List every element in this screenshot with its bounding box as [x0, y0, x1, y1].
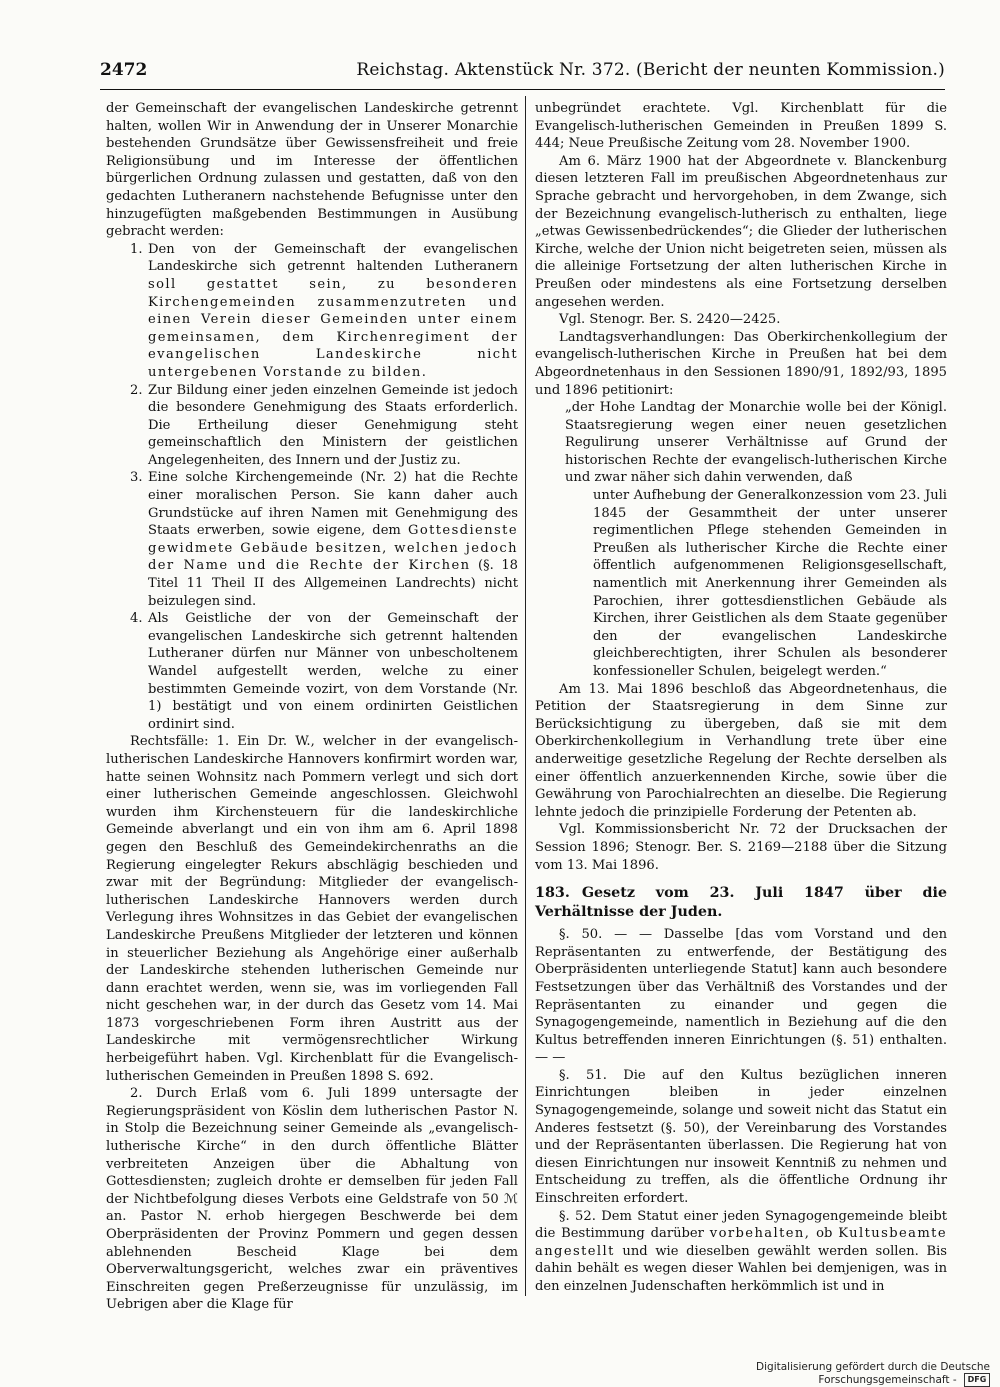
header-rule	[100, 89, 945, 90]
paragraph	[535, 1208, 947, 1296]
list-item-1	[106, 241, 518, 382]
dfg-logo-icon: DFG	[964, 1373, 990, 1387]
paragraph: §. 51. Die auf den Kultus bezüglichen inneren Einrichtungen bleiben in jeder einzelnen Synagogengemeinde, solange und soweit nicht das Statut ein Anderes festsetzt (§. 50), der Vereinbarung des Vorstandes und der Repräsentanten überlassen. Die Regierung hat von diesen Einrichtungen nur insoweit Kenntniß zu nehmen und Entscheidung zu treffen, als die öffentliche Ordnung ihr Einschreiten erfordert.	[535, 1067, 947, 1207]
list-number: 2.	[130, 382, 143, 398]
paragraph: unbegründet erachtete. Vgl. Kirchenblatt für die Evangelisch-lutherischen Gemeinden in Preußen 1899 S. 444; Neue Preußische Zeitung vom 28. November 1900.	[535, 101, 947, 152]
list-item-4	[106, 610, 518, 733]
list-text: Eine solche Kirchengemeinde (Nr. 2) hat die Rechte einer moralischen Person. Sie kann daher auch Grundstücke auf ihren Namen mit Genehmigung des Staats erwerben, sowie eigene, dem	[148, 470, 518, 539]
section-title: Gesetz vom 23. Juli 1847 über die Verhältnisse der Juden.	[535, 885, 947, 921]
list-item-3	[106, 469, 518, 610]
list-text-emphasis: Gottesdienste gewidmete Gebäude besitzen, welchen jedoch der Name und die Rechte der Kirchen	[148, 523, 518, 574]
section-heading	[535, 884, 947, 922]
section-number: 183.	[535, 885, 570, 902]
paragraph-text: ob	[816, 1226, 833, 1242]
paragraph: Vgl. Kommissionsbericht Nr. 72 der Drucksachen der Session 1896; Stenogr. Ber. S. 2169—2188 über die Sitzung vom 13. Mai 1896.	[535, 822, 947, 873]
paragraph: Am 6. März 1900 hat der Abgeordnete v. Blanckenburg diesen letzteren Fall im preußischen Abgeordnetenhaus zur Sprache gebracht und hervorgehoben, in dem Zwange, sich der Bezeichnung evangelisch-lutherisch zu enthalten, liege „etwas Gewissenbedrückendes“; die Glieder der lutherischen Kirche, welche der Union nicht beigetreten seien, müssen als die alleinige Fortsetzung der alten lutherischen Kirche in Preußen oder mindestens als eine Fortsetzung derselben angesehen werden.	[535, 153, 947, 310]
paragraph: Vgl. Stenogr. Ber. S. 2420—2425.	[559, 312, 781, 328]
running-title: Reichstag. Aktenstück Nr. 372. (Bericht der neunten Kommission.)	[356, 60, 945, 80]
paragraph-text: und wie dieselben gewählt werden sollen. Bis dahin behält es wegen dieser Wahlen bei demjenigen, was in den einzelnen Judenschaften herkömmlich ist und in	[535, 1243, 947, 1294]
paragraph: Rechtsfälle: 1. Ein Dr. W., welcher in der evangelisch-lutherischen Landeskirche Hannovers konfirmirt worden war, hatte seinen Wohnsitz nach Pommern verlegt und sich dort einer lutherischen Gemeinde angeschlossen. Gleichwohl wurden ihm Kirchensteuern für die landeskirchliche Gemeinde abverlangt und ein von ihm am 6. April 1898 gegen den Beschluß des Gemeindekirchenraths an die Regierung eingelegter Rekurs abschlägig beschieden und zwar mit der Begründung: Mitglieder der evangelisch-lutherischen Landeskirche Hannovers werden durch Verlegung ihres Wohnsitzes in das Gebiet der evangelischen Landeskirche Preußens Mitglieder der letzteren und können in steuerlicher Beziehung als Angehörige einer außerhalb der Landeskirche stehenden lutherischen Gemeinde nur dann erachtet werden, wenn sie, was im vorliegenden Fall nicht geschehen war, in der durch das Gesetz vom 14. Mai 1873 vorgeschriebenen Form ihren Austritt aus der Landeskirche mit vermögensrechtlicher Wirkung herbeigeführt haben. Vgl. Kirchenblatt für die Evangelisch-lutherischen Gemeinden in Preußen 1898 S. 692.	[106, 734, 518, 1084]
footer-text: Digitalisierung gefördert durch die Deutsche Forschungsgemeinschaft -	[756, 1361, 990, 1386]
paragraph: 2. Durch Erlaß vom 6. Juli 1899 untersagte der Regierungspräsident von Köslin dem lutherischen Pastor N. in Stolp die Bezeichnung seiner Gemeinde als „evangelisch-lutherische Kirche“ in den durch öffentliche Blätter verbreiteten Anzeigen über die Abhaltung von Gottesdiensten; zugleich drohte er demselben für jeden Fall der Nichtbefolgung dieses Verbots eine Geldstrafe von 50 ℳ an. Pastor N. erhob hiergegen Beschwerde bei dem Oberpräsidenten der Provinz Pommern und gegen dessen ablehnenden Bescheid Klage bei dem Oberverwaltungsgericht, welches zwar ein präventives Einschreiten gegen Preßerzeugnisse für unzulässig, im Uebrigen aber die Klage für	[106, 1086, 518, 1313]
paragraph: Am 13. Mai 1896 beschloß das Abgeordnetenhaus, die Petition der Staatsregierung in dem Sinne zur Berücksichtigung zu übergeben, daß sie mit dem Oberkirchenkollegium in Verhandlung trete über eine anderweitige gesetzliche Regelung der Rechte derselben als einer öffentlich anzuerkennenden Kirche, sowie über die Gewährung von Parochialrechten an dieselbe. Die Regierung lehnte jedoch die prinzipielle Forderung der Petenten ab.	[535, 681, 947, 820]
left-column	[106, 100, 518, 1313]
list-text-tail: (§. 18 Titel 11 Theil II des Allgemeinen Landrechts) nicht beizulegen sind.	[148, 558, 518, 609]
page-header	[100, 58, 945, 90]
paragraph-emphasis: vorbehalten,	[709, 1226, 811, 1242]
list-text: Den von der Gemeinschaft der evangelischen Landeskirche sich getrennt haltenden Lutheranern	[148, 241, 518, 275]
list-text: Als Geistliche der von der Gemeinschaft der evangelischen Landeskirche sich getrennt haltenden Lutheraner dürfen nur Männer von unbescholtenem Wandel aufgestellt werden, welche zu einer bestimmten Gemeinde vozirt, von dem Vorstande (Nr. 1) bestätigt und von einem ordinirten Geistlichen ordinirt sind.	[148, 611, 518, 732]
page-number: 2472	[100, 60, 148, 80]
paragraph: der Gemeinschaft der evangelischen Landeskirche getrennt halten, wollen Wir in Anwendung der in Unserer Monarchie bestehenden Grundsätze über Gewissensfreiheit und freie Religionsübung und im Interesse der öffentlichen bürgerlichen Ordnung zulassen und gestatten, daß von den gedachten Lutheranern nachstehende Befugnisse unter den hinzugefügten maßgebenden Bestimmungen in Ausübung gebracht werden:	[106, 101, 518, 240]
paragraph: Landtagsverhandlungen: Das Oberkirchenkollegium der evangelisch-lutherischen Kirche in Preußen hat bei dem Abgeordnetenhaus in den Sessionen 1890/91, 1892/93, 1895 und 1896 petitionirt:	[535, 329, 947, 398]
right-column	[535, 100, 947, 1300]
list-text: Zur Bildung einer jeden einzelnen Gemeinde ist jedoch die besondere Genehmigung des Staats erforderlich. Die Ertheilung dieser Genehmigung steht gemeinschaftlich den Ministern der geistlichen Angelegenheiten, des Innern und der Justiz zu.	[148, 382, 518, 468]
list-number: 1.	[130, 241, 143, 257]
petition-quote-inner: unter Aufhebung der Generalkonzession vom 23. Juli 1845 der Gesammtheit der unter unserer regimentlichen Pflege stehenden Gemeinden in Preußen als lutherischer Kirche die Rechte einer öffentlich aufgenommenen Religionsgesellschaft, namentlich mit Anerkennung ihrer Gemeinden als Parochien, ihrer gottesdienstlichen Gebäude als Kirchen, ihrer Geistlichen als dem Staate gegenüber den der evangelischen Landeskirche gleichberechtigten, ihrer Schulen als besonderer konfessioneller Schulen, beigelegt werden.“	[593, 488, 947, 679]
column-divider	[525, 96, 526, 1296]
paragraph: §. 50. — — Dasselbe [das vom Vorstand und den Repräsentanten zu entwerfende, der Bestätigung des Oberpräsidenten unterliegende Statut] kann auch besondere Festsetzungen über das Verhältniß des Vorstandes und der Repräsentanten zu einander und gegen die Synagogengemeinde, namentlich in Beziehung auf die den Kultus betreffenden inneren Einrichtungen (§. 51) enthalten. — —	[535, 927, 947, 1066]
list-number: 4.	[130, 611, 143, 627]
digitization-footer	[640, 1361, 990, 1386]
list-text-emphasis: soll gestattet sein, zu besonderen Kirchengemeinden zusammenzutreten und einen Verein dieser Gemeinden unter einem gemeinsamen, dem Kirchenregiment der evangelischen Landeskirche nicht untergebenen Vorstande zu bilden.	[148, 276, 518, 380]
petition-quote: „der Hohe Landtag der Monarchie wolle bei der Königl. Staatsregierung wegen einer neuen gesetzlichen Regulirung unserer Verhältnisse auf Grund der historischen Rechte der evangelisch-lutherischen Kirche und zwar näher sich dahin verwenden, daß	[565, 400, 947, 486]
paragraph-text: §. 52. Dem Statut einer jeden Synagogengemeinde bleibt die Bestimmung darüber	[535, 1208, 947, 1242]
list-number: 3.	[130, 470, 143, 486]
paragraph-emphasis: Kultusbeamte angestellt	[535, 1226, 947, 1259]
list-item-2	[106, 382, 518, 470]
